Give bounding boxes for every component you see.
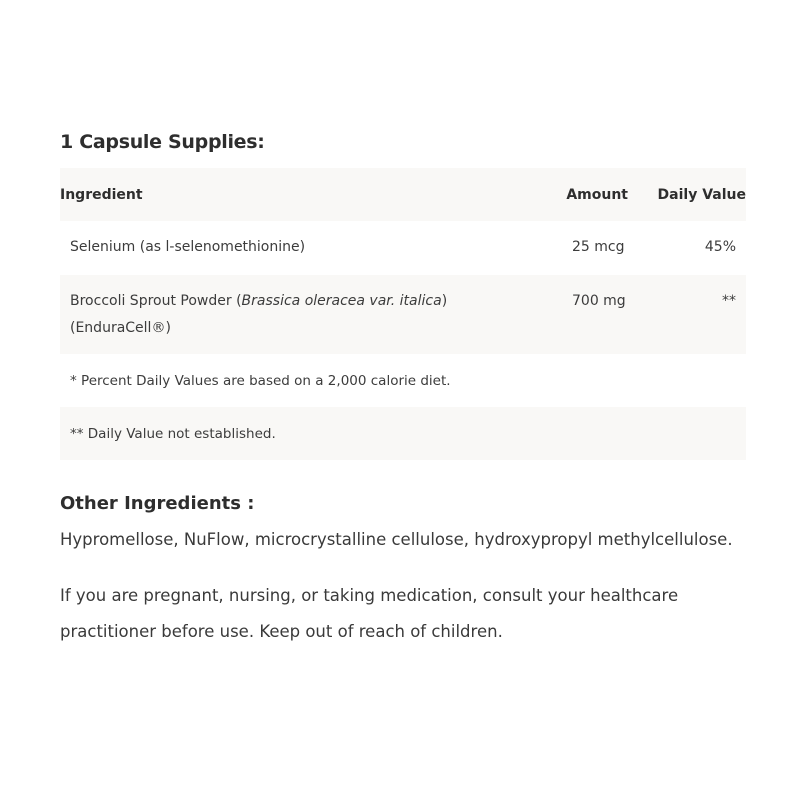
supplement-facts [60, 128, 746, 650]
ingredient-amount [508, 221, 628, 275]
table-header-row [60, 168, 746, 221]
amount-value: 700 mg [572, 293, 626, 309]
ingredient-amount [508, 275, 628, 354]
header-amount: Amount [566, 186, 628, 203]
supplement-facts-table [60, 168, 746, 460]
ingredient-brand: (EnduraCell®) [70, 320, 171, 336]
ingredient-daily-value: 45% [704, 239, 736, 255]
footnote-row [60, 407, 746, 460]
table-row [60, 221, 746, 275]
table-row [60, 275, 746, 354]
header-daily-value: Daily Value [657, 186, 746, 203]
amount-value: 25 mcg [572, 239, 625, 255]
ingredient-name-prefix: Broccoli Sprout Powder ( [70, 293, 242, 309]
footnote-dv-not-established: ** Daily Value not established. [70, 425, 276, 442]
section-title: 1 Capsule Supplies: [60, 131, 265, 153]
header-ingredient: Ingredient [60, 186, 143, 203]
warning-text: If you are pregnant, nursing, or taking medication, consult your healthcare practitioner before use. Keep out of reach of children. [60, 586, 679, 641]
other-ingredients-text: Hypromellose, NuFlow, microcrystalline cellulose, hydroxypropyl methylcellulose. [60, 530, 733, 549]
ingredient-daily-value: ** [722, 293, 736, 309]
ingredient-name [60, 275, 508, 354]
footnote-percent-dv: * Percent Daily Values are based on a 2,000 calorie diet. [70, 372, 451, 389]
ingredient-name: Selenium (as l-selenomethionine) [70, 239, 306, 255]
other-ingredients-title: Other Ingredients : [60, 493, 255, 514]
ingredient-latin-name: Brassica oleracea var. italica [241, 293, 442, 309]
ingredient-name-suffix: ) [441, 293, 448, 309]
footnote-row [60, 354, 746, 407]
